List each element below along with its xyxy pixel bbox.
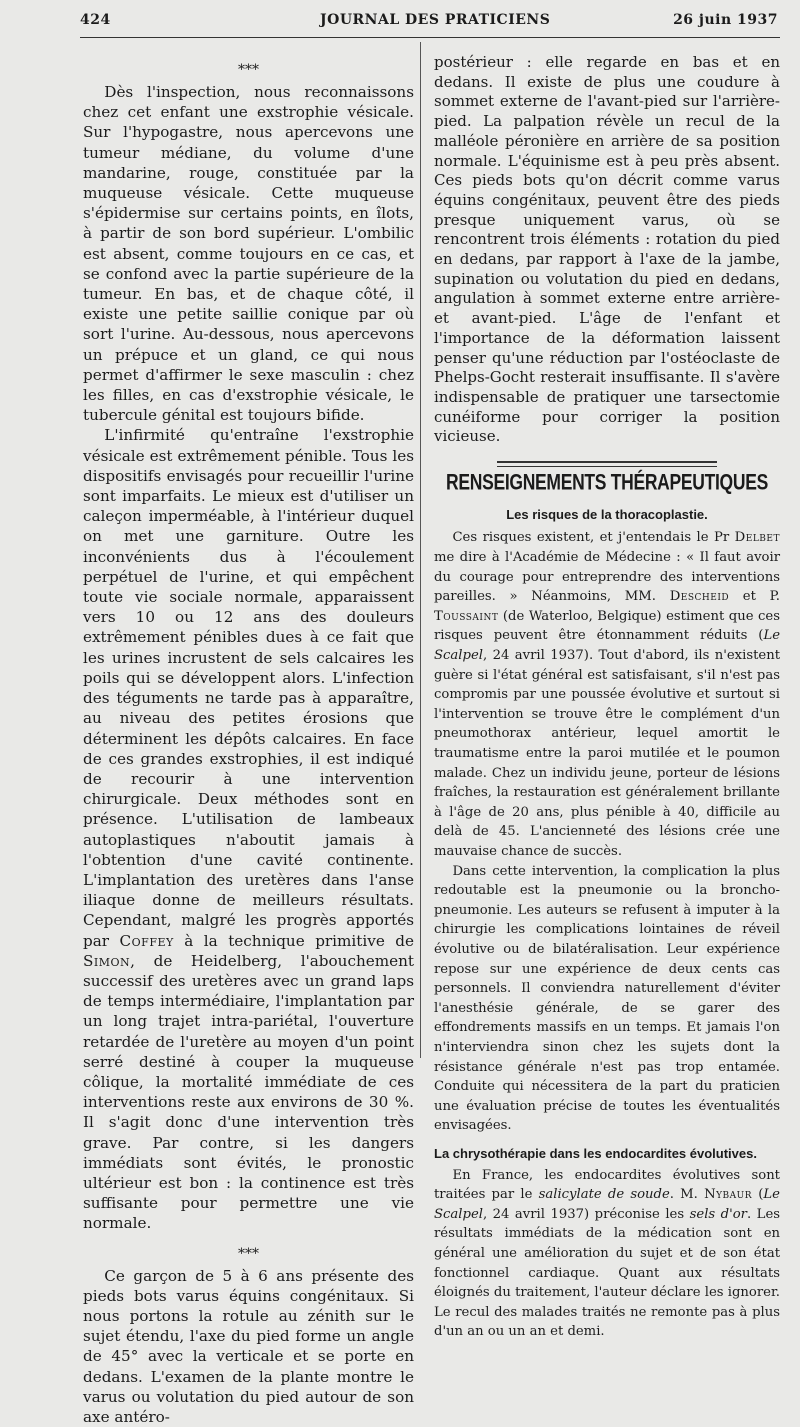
right-column xyxy=(434,53,780,1342)
column-divider xyxy=(420,42,421,1058)
section-title: RENSEIGNEMENTS THÉRAPEUTIQUES xyxy=(446,469,768,495)
paragraph-thoracoplasty-risks: Ces risques existent, et j'entendais le Pr Delbet me dire à l'Académie de Médecine : « Il faut avoir du courage pour entreprendre des interventions pareilles. » Néanmoins, MM. Descheid et P. Toussaint (de Waterloo, Belgique) estiment que ces risques peuvent être étonnamment réduits (Le Scalpel, 24 avril 1937). Tout d'abord, ils n'existent guère si l'état général est satisfaisant, s'il n'est pas compromis par une poussée évolutive et surtout si l'intervention se trouve être le complément d'un pneumothorax antérieur, lequel amortit le traumatisme entre la paroi mutilée et le poumon malade. Chez un individu jeune, porteur de lésions fraîches, la restauration est généralement brillante à l'âge de 20 ans, plus pénible à 40, difficile au delà de 45. L'ancienneté des lésions crée une mauvaise chance de succès. xyxy=(434,530,780,859)
running-header xyxy=(80,12,778,34)
paragraph-clubfoot-continued: postérieur : elle regarde en bas et en dedans. Il existe de plus une coudure à sommet externe de l'avant-pied sur l'arrière-pied. La palpation révèle un recul de la malléole péronière en arrière de sa position normale. L'équinisme est à peu près absent. Ces pieds bots qu'on décrit comme varus équins congénitaux, peuvent être des pieds presque uniquement varus, où se rencontrent trois éléments : rotation du pied en dedans, par rapport à l'axe de la jambe, supination ou volutation du pied en dedans, angulation à sommet externe entre arrière- et avant-pied. L'âge de l'enfant et l'importance de la déformation laissent penser qu'une réduction par l'ostéoclaste de Phelps-Gocht resterait insuffisante. Il s'avère indispensable de pratiquer une tarsectomie cunéiforme pour corriger la position vicieuse. xyxy=(434,53,780,446)
paragraph-chrysotherapy: En France, les endocardites évolutives sont traitées par le salicylate de soude. M. Nybaur (Le Scalpel, 24 avril 1937) préconise les sels d'or. Les résultats immédiats de la médication sont en général une amélioration du sujet et de son état fonctionnel cardiaque. Quant aux résultats éloignés du traitement, l'auteur déclare les ignorer. Le recul des malades traités ne remonte pas à plus d'un an ou un an et demi. xyxy=(434,1167,781,1340)
left-column xyxy=(83,56,414,1427)
paragraph-exstrophy-exam: Dès l'inspection, nous reconnaissons chez cet enfant une exstrophie vésicale. Sur l'hypogastre, nous apercevons une tumeur médiane, du volume d'une mandarine, rouge, constituée par la muqueuse vésicale. Cette muqueuse s'épidermise sur certains points, en îlots, à partir de son bord supérieur. L'ombilic est absent, comme toujours en ce cas, et se confond avec la partie supérieure de la tumeur. En bas, et de chaque côté, il existe une petite saillie conique par où sort l'urine. Au-dessous, nous apercevons un prépuce et un gland, ce qui nous permet d'affirmer le sexe masculin : chez les filles, en cas d'exstrophie vésicale, le tubercule génital est toujours bifide. xyxy=(83,83,414,425)
paragraph-exstrophy-treatment: L'infirmité qu'entraîne l'exstrophie vésicale est extrêmement pénible. Tous les dispositifs envisagés pour recueillir l'urine sont imparfaits. Le mieux est d'utiliser un caleçon imperméable, à l'intérieur duquel on met une garniture. Outre les inconvénients dus à l'écoulement perpétuel de l'urine, et qui empêchent toute vie sociale normale, apparaissent vers 10 ou 12 ans des douleurs extrêmement pénibles dues à ce fait que les urines incrustent de sels calcaires les poils qui se développent alors. L'infection des téguments ne tarde pas à apparaître, au niveau des petites érosions que déterminent les dépôts calcaires. En face de ces grandes exstrophies, il est indiqué de recourir à une intervention chirurgicale. Deux méthodes sont en présence. L'utilisation de lambeaux autoplastiques n'aboutit jamais à l'obtention d'une cavité continente. L'implantation des uretères dans l'anse iliaque donne de meilleurs résultats. Cependant, malgré les progrès apportés par Coffey à la technique primitive de Simon, de Heidelberg, l'abouchement successif des uretères avec un grand laps de temps intermédiaire, l'implantation par un long trajet intra-pariétal, l'ouverture retardée de l'uretère au moyen d'un point serré destiné à couper la muqueuse côlique, la mortalité immédiate de ces interventions reste aux environs de 30 %. Il s'agit donc d'une intervention très grave. Par contre, si les dangers immédiats sont évités, le pronostic ultérieur est bon : la continence est très suffisante pour permettre une vie normale. xyxy=(83,426,415,1233)
paragraph-clubfoot: Ce garçon de 5 à 6 ans présente des pieds bots varus équins congénitaux. Si nous portons la rotule au zénith sur le sujet étendu, l'axe du pied forme un angle de 45° avec la verticale et se porte en dedans. L'examen de la plante montre le varus ou volutation du pied autour de son axe antéro- xyxy=(83,1266,414,1426)
section-stars: *** xyxy=(238,62,259,78)
thoracoplasty-text xyxy=(434,528,780,1135)
section-rule xyxy=(497,461,717,467)
subheading-chrysotherapy: La chrysothérapie dans les endocardites évolutives. xyxy=(434,1145,757,1161)
journal-title: JOURNAL DES PRATICIENS xyxy=(320,12,551,28)
subheading-thoracoplasty: Les risques de la thoracoplastie. xyxy=(506,506,708,522)
paragraph-thoracoplasty-complications: Dans cette intervention, la complication la plus redoutable est la pneumonie ou la broncho-pneumonie. Les auteurs se refusent à imputer à la chirurgie les complications lointaines de réveil évolutive ou de bilatéralisation. Leur expérience repose sur une expérience de deux cents cas personnels. Il conviendra naturellement d'éviter l'anesthésie générale, de se garer des effondrements massifs en un temps. Et jamais l'on n'interviendra sinon chez les sujets dont la résistance générale n'est pas trop entamée. Conduite qui nécessitera de la part du praticien une évaluation précise de toutes les éventualités envisagées. xyxy=(434,863,780,1134)
page-number: 424 xyxy=(80,12,111,28)
issue-date: 26 juin 1937 xyxy=(673,12,778,28)
section-stars: *** xyxy=(238,1245,259,1262)
header-rule xyxy=(80,37,780,38)
chrysotherapy-text xyxy=(434,1166,780,1342)
